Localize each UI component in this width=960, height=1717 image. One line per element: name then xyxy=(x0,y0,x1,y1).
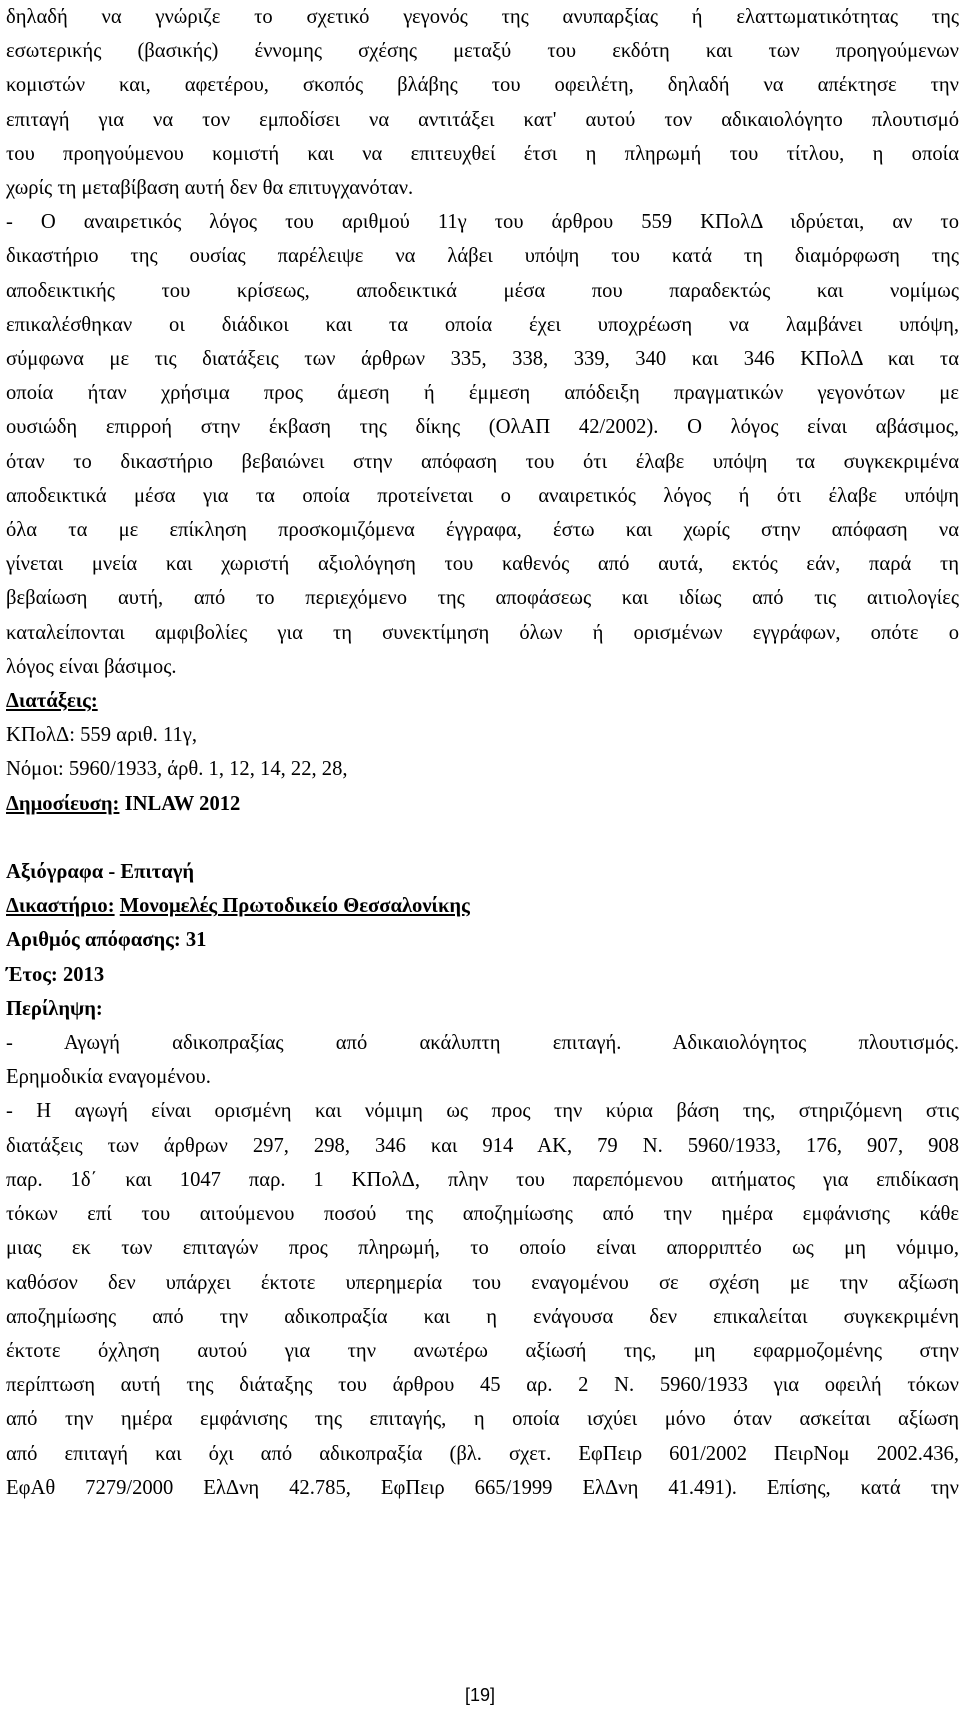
text-line: από την ημέρα εμφάνισης της επιταγής, η οποία ισχύει μόνο όταν ασκείται αξίωση xyxy=(6,1408,959,1431)
text-line: εσωτερικής (βασικής) έννομης σχέσης μεταξύ του εκδότη και των προηγούμενων xyxy=(6,40,959,63)
summary-heading: Περίληψη: xyxy=(6,997,103,1020)
text-line: δηλαδή να γνώριζε το σχετικό γεγονός της ανυπαρξίας ή ελαττωματικότητας της xyxy=(6,6,959,28)
text-line: από επιταγή και όχι από αδικοπραξία (βλ. σχετ. ΕφΠειρ 601/2002 ΠειρΝομ 2002.436, xyxy=(6,1442,959,1465)
document-page xyxy=(6,0,959,1505)
text-line: καταλείπονται αμφιβολίες για τη συνεκτίμηση όλων ή ορισμένων εγγράφων, οπότε ο xyxy=(6,621,959,644)
text-line: γίνεται μνεία και χωριστή αξιολόγηση του καθενός από αυτά, εκτός εάν, παρά τη xyxy=(6,553,959,576)
text-line: έκτοτε όχληση αυτού για την ανωτέρω αξίωσή της, μη εφαρμοζομένης στην xyxy=(6,1339,959,1362)
text-line: μιας εκ των επιταγών προς πληρωμή, το οποίο είναι απορριπτέο ως μη νόμιμο, xyxy=(6,1237,959,1260)
summary-first-paragraph xyxy=(6,1026,959,1094)
year-line xyxy=(6,958,959,992)
text-line: δικαστήριο της ουσίας παρέλειψε να λάβει υπόψη του κατά τη διαμόρφωση της xyxy=(6,245,959,268)
court-value: Μονομελές Πρωτοδικείο Θεσσαλονίκης xyxy=(119,895,470,918)
text-line: όταν το δικαστήριο βεβαιώνει στην απόφαση του ότι έλαβε υπόψη τα συγκεκριμένα xyxy=(6,450,959,473)
decision-value: 31 xyxy=(185,929,207,952)
year-value: 2013 xyxy=(62,963,105,986)
text-line: ουσιώδη επιρροή στην έκβαση της δίκης (ΟλΑΠ 42/2002). Ο λόγος είναι αβάσιμος, xyxy=(6,416,959,439)
text-line: όλα τα με επίκληση προσκομιζόμενα έγγραφα, έστω και χωρίς στην απόφαση να xyxy=(6,519,959,542)
text-line: αποδεικτικής του κρίσεως, αποδεικτικά μέσα που παραδεκτώς και νομίμως xyxy=(6,279,959,302)
text-line: - Αγωγή αδικοπραξίας από ακάλυπτη επιταγή. Αδικαιολόγητος πλουτισμός. xyxy=(6,1032,959,1055)
court-line xyxy=(6,889,959,923)
decision-number-line xyxy=(6,923,959,957)
text-line: παρ. 1δ΄ και 1047 παρ. 1 ΚΠολΔ, πλην του παρεπόμενου αιτήματος για επιδίκαση xyxy=(6,1168,959,1191)
intro-paragraph xyxy=(6,0,959,205)
text-line: χωρίς τη μεταβίβαση αυτή δεν θα επιτυγχανόταν. xyxy=(6,177,414,200)
text-line: σύμφωνα με τις διατάξεις των άρθρων 335, 338, 339, 340 και 346 ΚΠολΔ και τα xyxy=(6,348,959,371)
text-line: τόκων επί του αιτούμενου ποσού της αποζημίωσης από την ημέρα εμφάνισης κάθε xyxy=(6,1203,959,1226)
court-label: Δικαστήριο: xyxy=(6,895,115,918)
text-line: βεβαίωση αυτή, από το περιεχόμενο της αποφάσεως και ιδίως από τις αιτιολογίες xyxy=(6,587,959,610)
text-line: του προηγούμενου κομιστή και να επιτευχθεί έτσι η πληρωμή του τίτλου, η οποία xyxy=(6,142,959,165)
text-line: ΕφΑθ 7279/2000 ΕλΔνη 42.785, ΕφΠειρ 665/1999 ΕλΔνη 41.491). Επίσης, κατά την xyxy=(6,1476,959,1499)
summary-second-paragraph xyxy=(6,1094,959,1504)
text-line: - Η αγωγή είναι ορισμένη και νόμιμη ως προς την κύρια βάση της, στηριζόμενη στις xyxy=(6,1100,959,1123)
publication-line xyxy=(6,787,959,821)
text-line: διατάξεις των άρθρων 297, 298, 346 και 914 ΑΚ, 79 Ν. 5960/1933, 176, 907, 908 xyxy=(6,1134,959,1157)
provisions-heading: Διατάξεις: xyxy=(6,690,98,713)
text-line: επιταγή για να τον εμποδίσει να αντιτάξει κατ' αυτού τον αδικαιολόγητο πλουτισμό xyxy=(6,108,959,131)
provisions-line: ΚΠολΔ: 559 αριθ. 11γ, xyxy=(6,724,198,747)
ground-of-appeal-paragraph xyxy=(6,205,959,684)
text-line: αποζημίωσης από την αδικοπραξία και η ενάγουσα δεν επικαλείται συγκεκριμένη xyxy=(6,1305,959,1328)
text-line: αποδεικτικά μέσα για τα οποία προτείνεται ο αναιρετικός λόγος ή ότι έλαβε υπόψη xyxy=(6,484,959,507)
text-line: οποία ήταν χρήσιμα προς άμεση ή έμμεση απόδειξη πραγματικών γεγονότων με xyxy=(6,382,959,405)
text-line: λόγος είναι βάσιμος. xyxy=(6,655,177,678)
text-line: - Ο αναιρετικός λόγος του αριθμού 11γ του άρθρου 559 ΚΠολΔ ιδρύεται, αν το xyxy=(6,211,959,234)
text-line: περίπτωση αυτή της διάταξης του άρθρου 45 αρ. 2 Ν. 5960/1933 για οφειλή τόκων xyxy=(6,1374,959,1397)
year-label: Έτος: xyxy=(6,963,58,986)
spacer xyxy=(6,821,959,855)
text-line: κομιστών και, αφετέρου, σκοπός βλάβης του οφειλέτη, δηλαδή να απέκτησε την xyxy=(6,74,959,97)
text-line: καθόσον δεν υπάρχει έκτοτε υπερημερία του εναγομένου σε σχέση με την αξίωση xyxy=(6,1271,959,1294)
text-line: Ερημοδικία εναγομένου. xyxy=(6,1066,211,1089)
decision-label: Αριθμός απόφασης: xyxy=(6,929,181,952)
provisions-line: Νόμοι: 5960/1933, άρθ. 1, 12, 14, 22, 28, xyxy=(6,758,348,781)
case-title: Αξιόγραφα - Επιταγή xyxy=(6,861,195,884)
text-line: επικαλέσθηκαν οι διάδικοι και τα οποία έχει υποχρέωση να λαμβάνει υπόψη, xyxy=(6,313,959,336)
publication-value: INLAW 2012 xyxy=(124,792,241,815)
page-number: [19] xyxy=(464,1685,496,1705)
publication-label: Δημοσίευση: xyxy=(6,792,120,815)
